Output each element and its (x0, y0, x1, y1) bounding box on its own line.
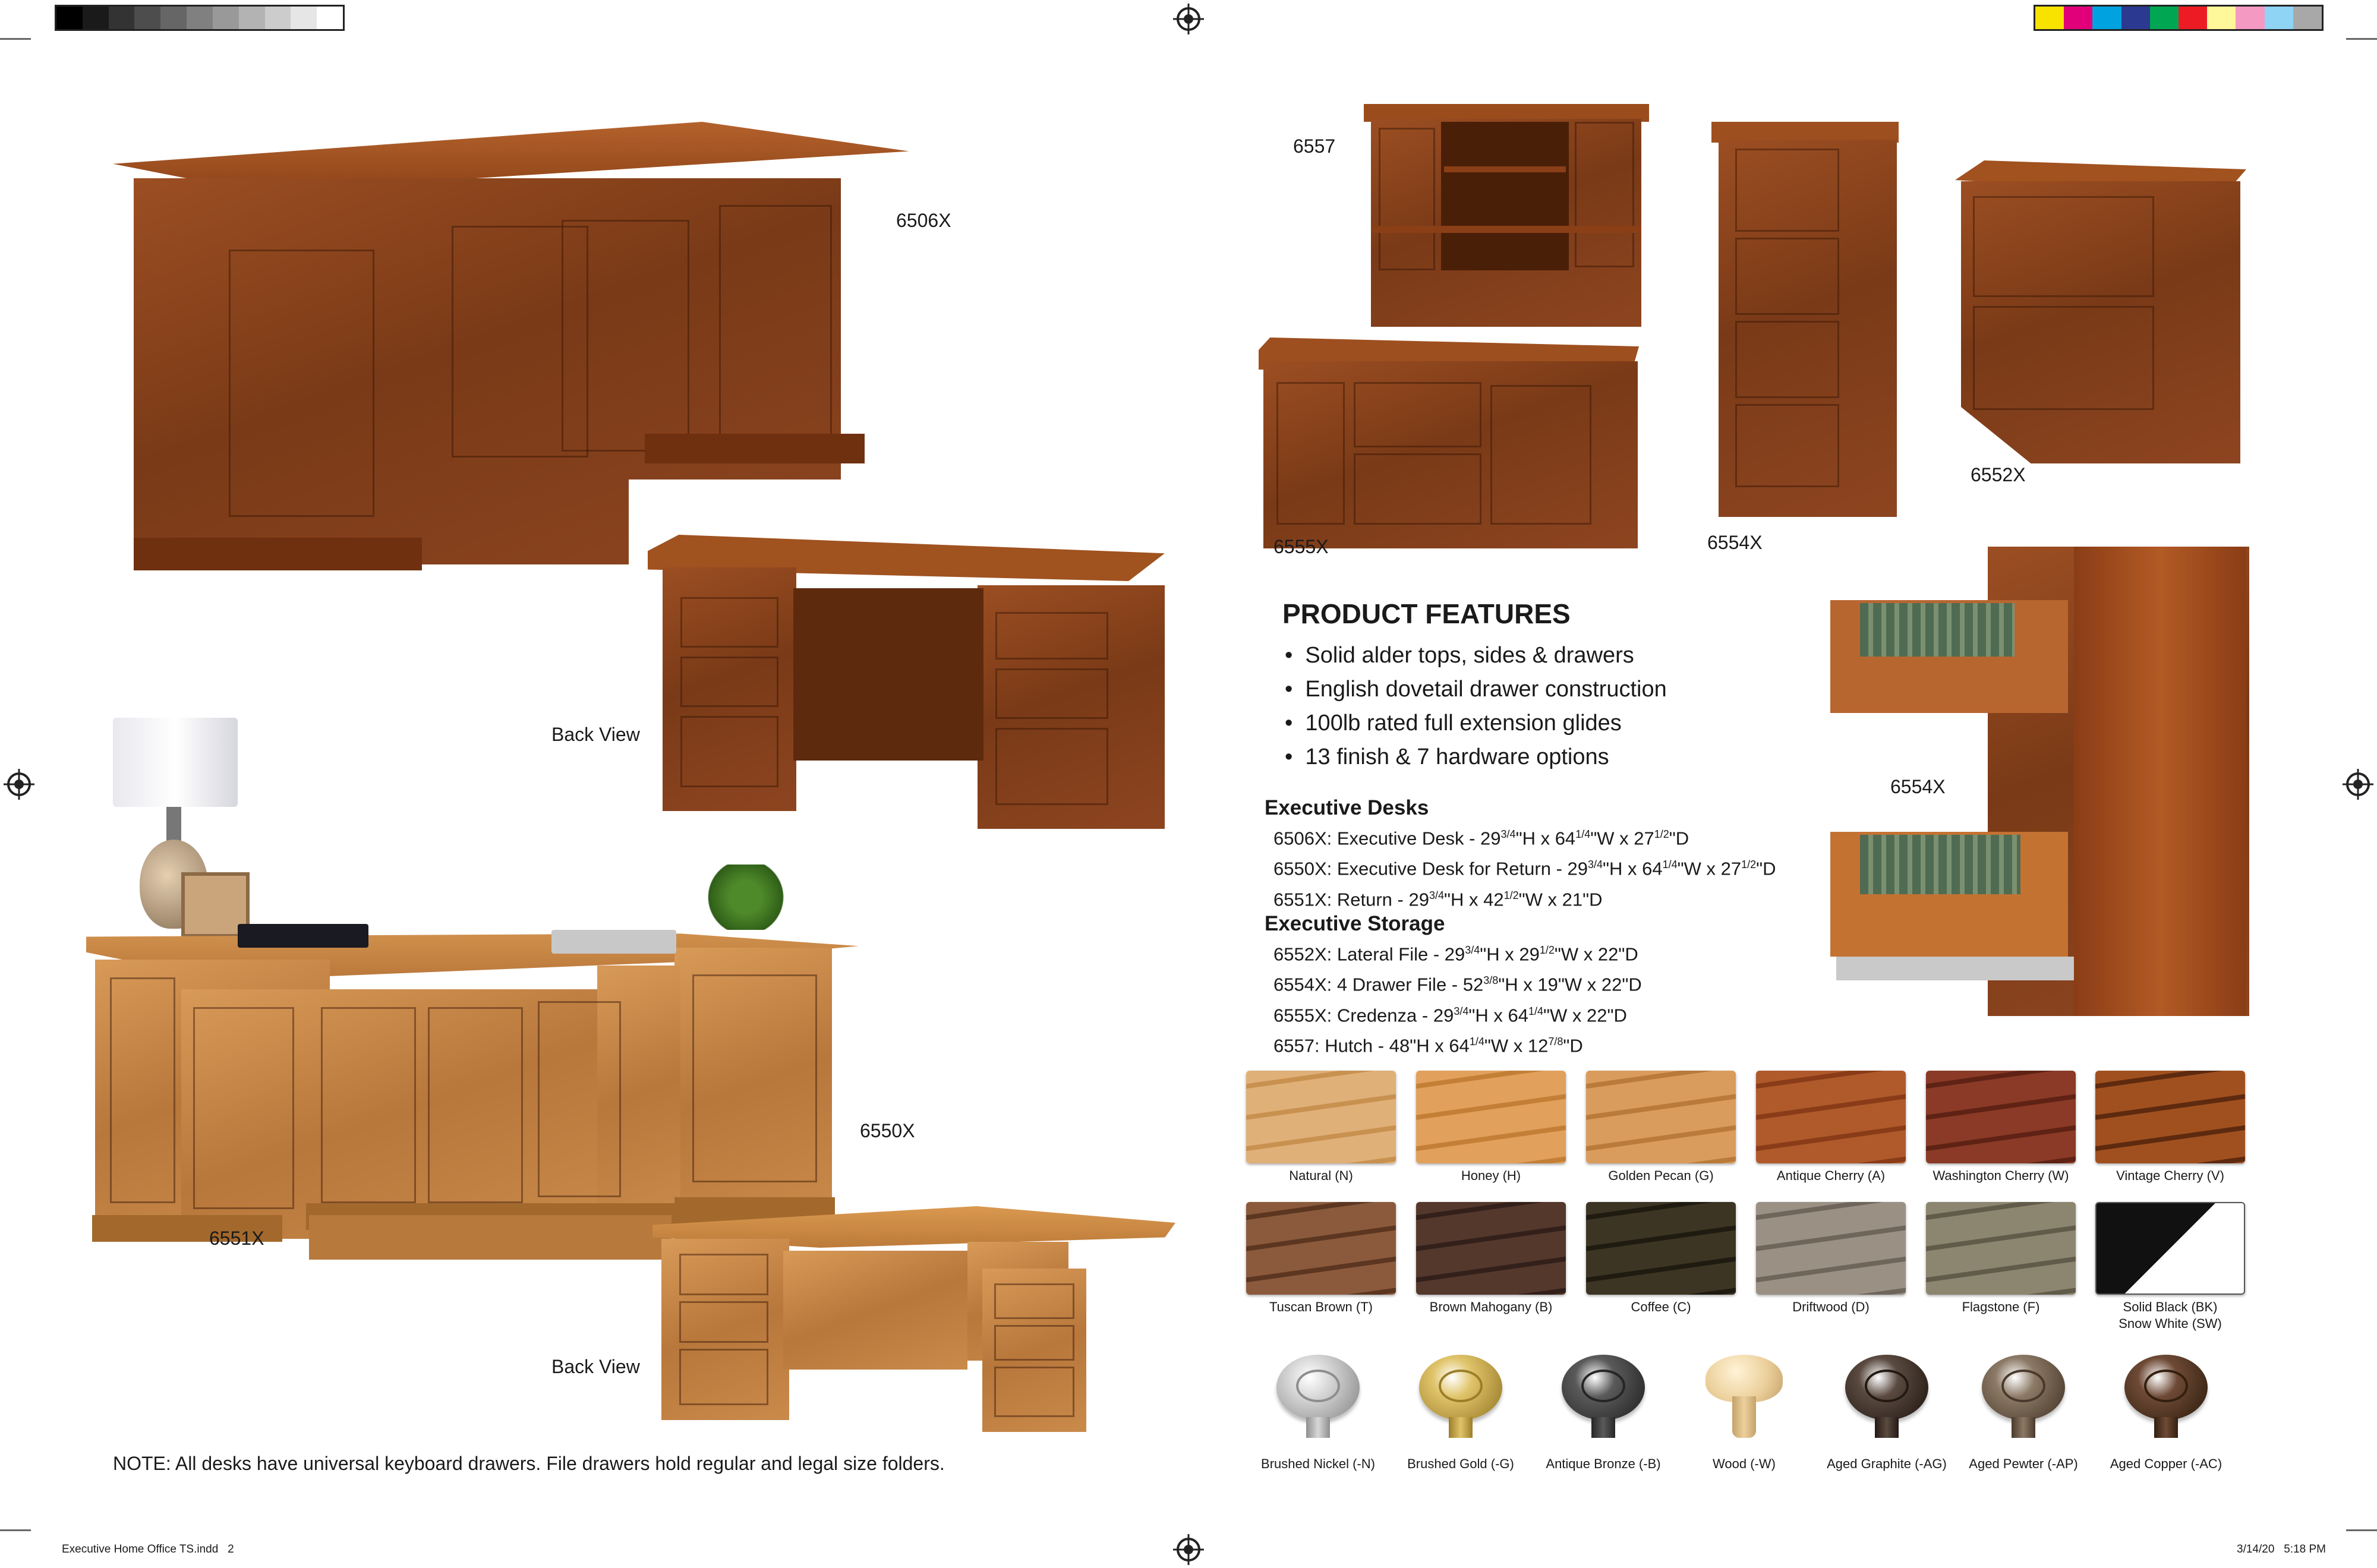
executive-storage-specs (1273, 937, 1642, 1059)
laptop-image (551, 930, 676, 954)
feature-item: • Solid alder tops, sides & drawers (1285, 643, 1634, 668)
executive-desk-back-view-image (648, 535, 1165, 832)
lateral-file-6552x-image (1955, 160, 2246, 463)
hardware-name: Aged Pewter (-AP) (1969, 1456, 2078, 1471)
product-code-6555x: 6555X (1273, 536, 1329, 557)
finish-name: Antique Cherry (A) (1776, 1168, 1886, 1183)
hardware-name: Aged Graphite (-AG) (1827, 1456, 1947, 1471)
hardware-knob (1416, 1352, 1505, 1444)
feature-item: • 13 finish & 7 hardware options (1285, 744, 1609, 769)
executive-storage-heading: Executive Storage (1265, 912, 1445, 935)
finish-name: Brown Mahogany (B) (1429, 1299, 1553, 1314)
hardware-name: Brushed Gold (-G) (1407, 1456, 1514, 1471)
finish-name: Flagstone (F) (1962, 1299, 2040, 1314)
spec-line: 6550X: Executive Desk for Return - $29^{3/4}"H$ x $64^{1/4}"W$ x $27^{1/2}"D$ (1273, 858, 1776, 879)
registration-mark-right (2346, 772, 2370, 796)
finish-name: Driftwood (D) (1792, 1299, 1870, 1314)
crop-mark (0, 38, 31, 40)
finish-name: Coffee (C) (1631, 1299, 1691, 1314)
hardware-knob (1842, 1352, 1931, 1444)
crop-mark (2346, 1529, 2377, 1531)
finish-swatch (1416, 1202, 1566, 1295)
back-view-label-1: Back View (551, 724, 640, 745)
finish-name: Honey (H) (1461, 1168, 1521, 1183)
finish-swatch (2095, 1202, 2245, 1295)
finish-name: Washington Cherry (W) (1933, 1168, 2069, 1183)
product-code-6551x: 6551X (209, 1228, 264, 1249)
spec-line: 6506X: Executive Desk - $29^{3/4}"H$ x $64^{1/4}"W$ x $27^{1/2}"D$ (1273, 828, 1689, 849)
executive-desks-specs (1273, 821, 1776, 913)
hardware-knob (1559, 1352, 1648, 1444)
registration-mark-left (7, 772, 31, 796)
executive-desks-heading: Executive Desks (1265, 796, 1429, 819)
four-drawer-file-6554x-image (1711, 122, 1902, 517)
product-code-6554x-open: 6554X (1890, 776, 1946, 797)
spec-line: 6554X: 4 Drawer File - $52^{3/8}"H$ x 19"W x 22"D (1273, 974, 1642, 995)
finish-swatch (1586, 1202, 1736, 1295)
spec-line: 6552X: Lateral File - $29^{3/4}"H$ x $29^{1/2}"W$ x 22"D (1273, 944, 1638, 965)
hardware-name: Brushed Nickel (-N) (1261, 1456, 1375, 1471)
finish-name: Golden Pecan (G) (1608, 1168, 1714, 1183)
finish-name: Vintage Cherry (V) (2116, 1168, 2224, 1183)
finish-name: Natural (N) (1289, 1168, 1353, 1183)
product-code-6550x: 6550X (860, 1120, 915, 1141)
hardware-knob (1979, 1352, 2068, 1444)
registration-mark-bottom (1177, 1538, 1200, 1561)
product-code-6506x: 6506X (896, 210, 951, 231)
finish-swatch (1926, 1202, 2076, 1295)
note-text: NOTE: All desks have universal keyboard drawers. File drawers hold regular and legal size folders. (113, 1453, 945, 1474)
hardware-name: Antique Bronze (-B) (1546, 1456, 1661, 1471)
product-features-title: PRODUCT FEATURES (1282, 598, 1571, 629)
finish-swatch (1416, 1071, 1566, 1163)
back-view-label-2: Back View (551, 1356, 640, 1377)
finish-name: Tuscan Brown (T) (1269, 1299, 1373, 1314)
finish-name: Solid Black (BK) Snow White (SW) (2119, 1299, 2222, 1331)
hardware-knob (1273, 1352, 1363, 1444)
executive-desk-6506x-image (110, 122, 912, 579)
footer-file-info: Executive Home Office TS.indd 2 (62, 1543, 234, 1556)
product-features-list (1285, 639, 1667, 774)
hutch-6557-image (1364, 104, 1649, 330)
spec-line: 6555X: Credenza - $29^{3/4}"H$ x $64^{1/4}"W$ x 22"D (1273, 1004, 1627, 1026)
footer-timestamp: 3/14/20 5:18 PM (2237, 1543, 2326, 1556)
hardware-name: Wood (-W) (1713, 1456, 1776, 1471)
hardware-knob (2121, 1352, 2211, 1444)
l-shaped-desk-back-view-image (652, 1206, 1175, 1432)
finish-swatch (2095, 1071, 2245, 1163)
product-code-6552x: 6552X (1971, 464, 2026, 485)
grayscale-bar (55, 5, 345, 31)
credenza-6555x-image (1259, 337, 1639, 560)
finish-swatch (1246, 1071, 1396, 1163)
crop-mark (2346, 38, 2377, 40)
finish-swatch (1246, 1202, 1396, 1295)
finish-swatch (1926, 1071, 2076, 1163)
product-code-6554x-top: 6554X (1707, 532, 1763, 553)
feature-item: • English dovetail drawer construction (1285, 677, 1667, 702)
feature-item: • 100lb rated full extension glides (1285, 711, 1622, 736)
notebook-image (238, 924, 368, 948)
hardware-knob (1700, 1352, 1789, 1444)
color-bar (2034, 5, 2324, 31)
registration-mark-top (1177, 7, 1200, 31)
finish-swatch (1756, 1202, 1906, 1295)
spec-line: 6551X: Return - $29^{3/4}"H$ x $42^{1/2}"W$ x 21"D (1273, 888, 1603, 910)
crop-mark (0, 1529, 31, 1531)
spec-line: 6557: Hutch - 48"H x $64^{1/4}"W$ x $12^{7/8}"D$ (1273, 1035, 1583, 1056)
finish-swatch (1756, 1071, 1906, 1163)
finish-swatch (1586, 1071, 1736, 1163)
product-code-6557: 6557 (1293, 135, 1336, 157)
hardware-name: Aged Copper (-AC) (2110, 1456, 2222, 1471)
